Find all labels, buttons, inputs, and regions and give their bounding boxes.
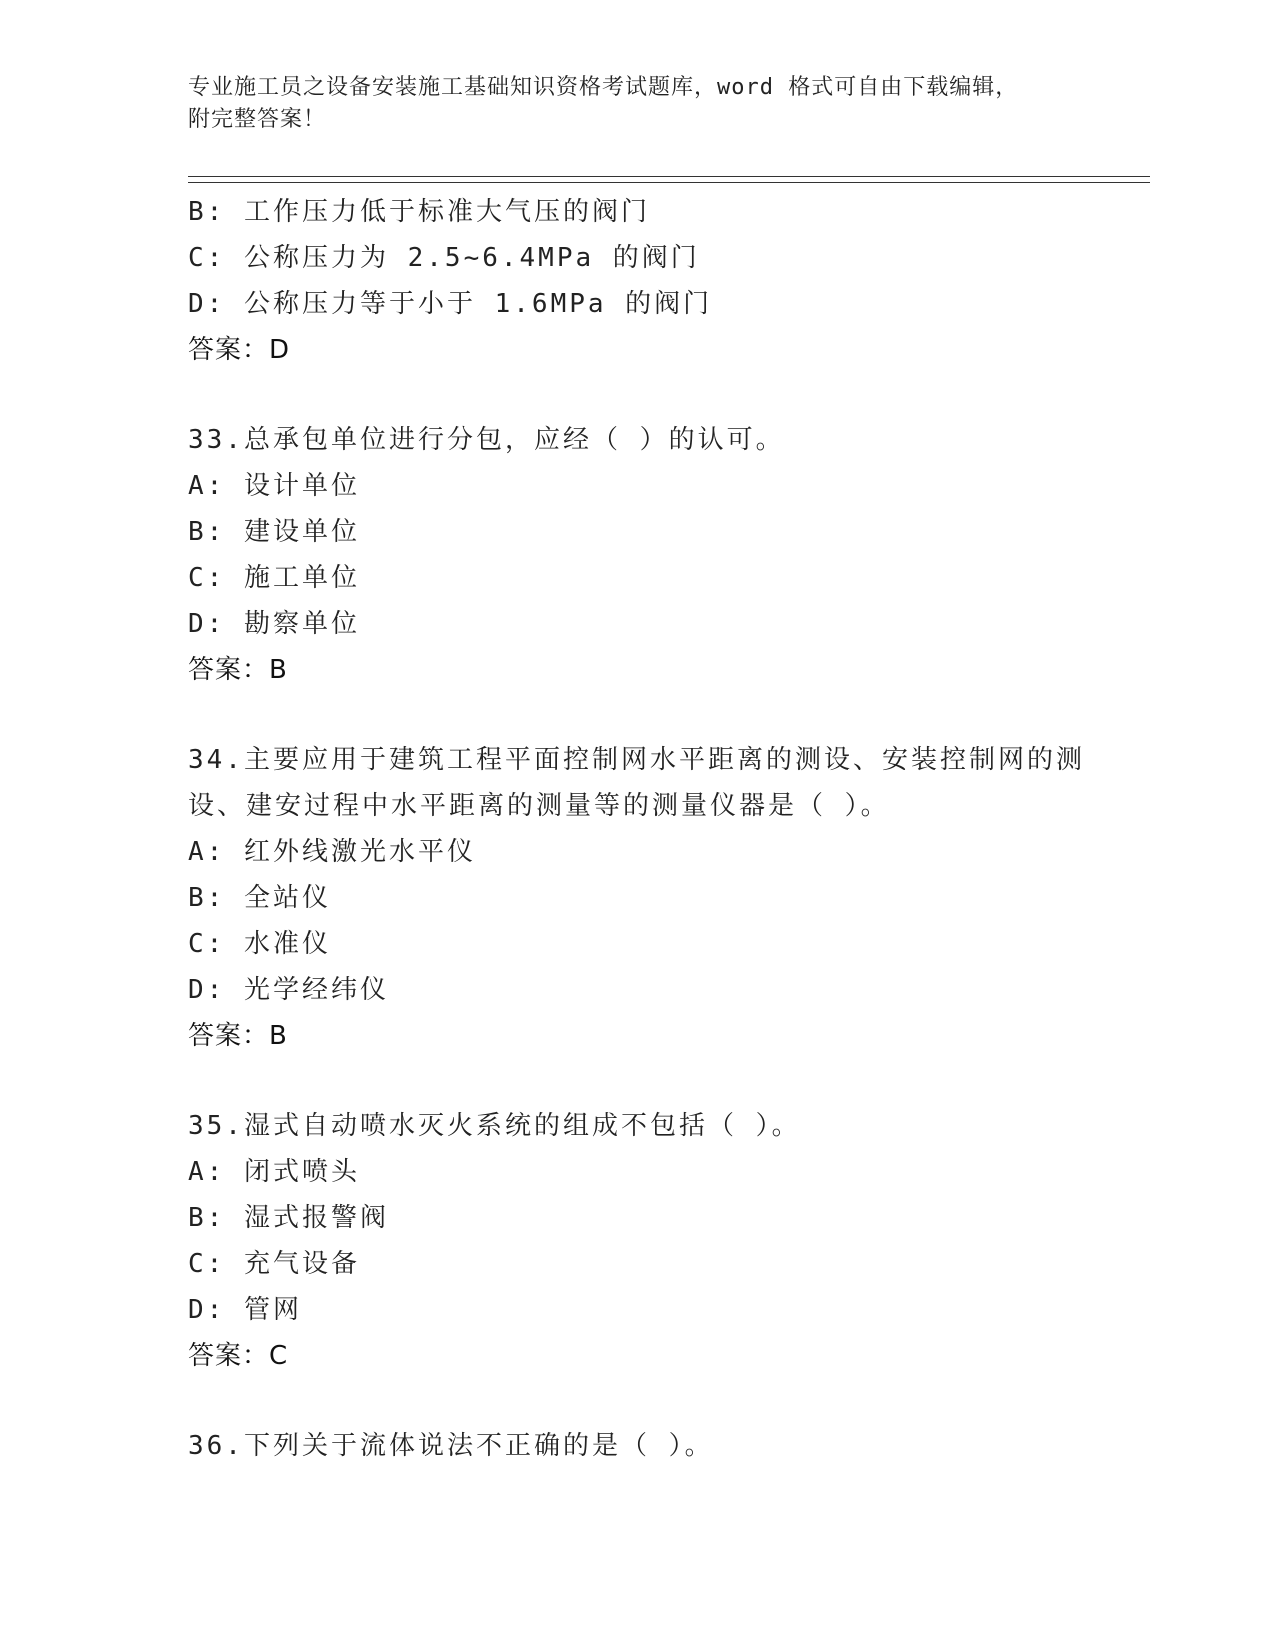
option-a: A: 闭式喷头 (188, 1157, 360, 1187)
option-d: D: 公称压力等于小于 1.6MPa 的阀门 (188, 289, 713, 319)
option-d: D: 管网 (188, 1295, 302, 1325)
option-b: B: 工作压力低于标准大气压的阀门 (188, 197, 650, 227)
question-stem: 35.湿式自动喷水灭火系统的组成不包括（ ）。 (188, 1111, 801, 1141)
option-a: A: 设计单位 (188, 471, 360, 501)
option-d: D: 勘察单位 (188, 609, 360, 639)
option-a: A: 红外线激光水平仪 (188, 837, 476, 867)
option-c: C: 施工单位 (188, 563, 360, 593)
spacer (188, 696, 1088, 740)
question-block-35 (188, 1106, 1088, 1382)
question-stem: 36.下列关于流体说法不正确的是（ ）。 (188, 1431, 714, 1461)
spacer (188, 1062, 1088, 1106)
question-block-34 (188, 740, 1088, 1062)
option-c: C: 充气设备 (188, 1249, 360, 1279)
header-line-1: 专业施工员之设备安装施工基础知识资格考试题库，word 格式可自由下载编辑， (188, 75, 1019, 100)
answer-line: 答案：C (188, 1341, 289, 1371)
header-divider-bottom (188, 182, 1150, 183)
option-b: B: 湿式报警阀 (188, 1203, 389, 1233)
answer-line: 答案：D (188, 335, 291, 365)
spacer (188, 376, 1088, 420)
header-divider-top (188, 176, 1150, 177)
question-block-prev (188, 192, 1088, 376)
question-block-33 (188, 420, 1088, 696)
question-list (188, 192, 1088, 1472)
option-c: C: 公称压力为 2.5~6.4MPa 的阀门 (188, 243, 700, 273)
option-d: D: 光学经纬仪 (188, 975, 389, 1005)
question-block-36 (188, 1426, 1088, 1472)
spacer (188, 1382, 1088, 1426)
header-line-2: 附完整答案！ (188, 107, 327, 132)
answer-line: 答案：B (188, 1021, 288, 1051)
option-b: B: 建设单位 (188, 517, 360, 547)
question-stem-line-1: 34.主要应用于建筑工程平面控制网水平距离的测设、安装控制网的测 (188, 745, 1085, 775)
option-b: B: 全站仪 (188, 883, 331, 913)
document-header (188, 72, 1088, 136)
option-c: C: 水准仪 (188, 929, 331, 959)
question-stem-line-2: 设、建安过程中水平距离的测量等的测量仪器是（ ）。 (188, 791, 890, 821)
question-stem: 33.总承包单位进行分包，应经（ ）的认可。 (188, 425, 785, 455)
answer-line: 答案：B (188, 655, 288, 685)
